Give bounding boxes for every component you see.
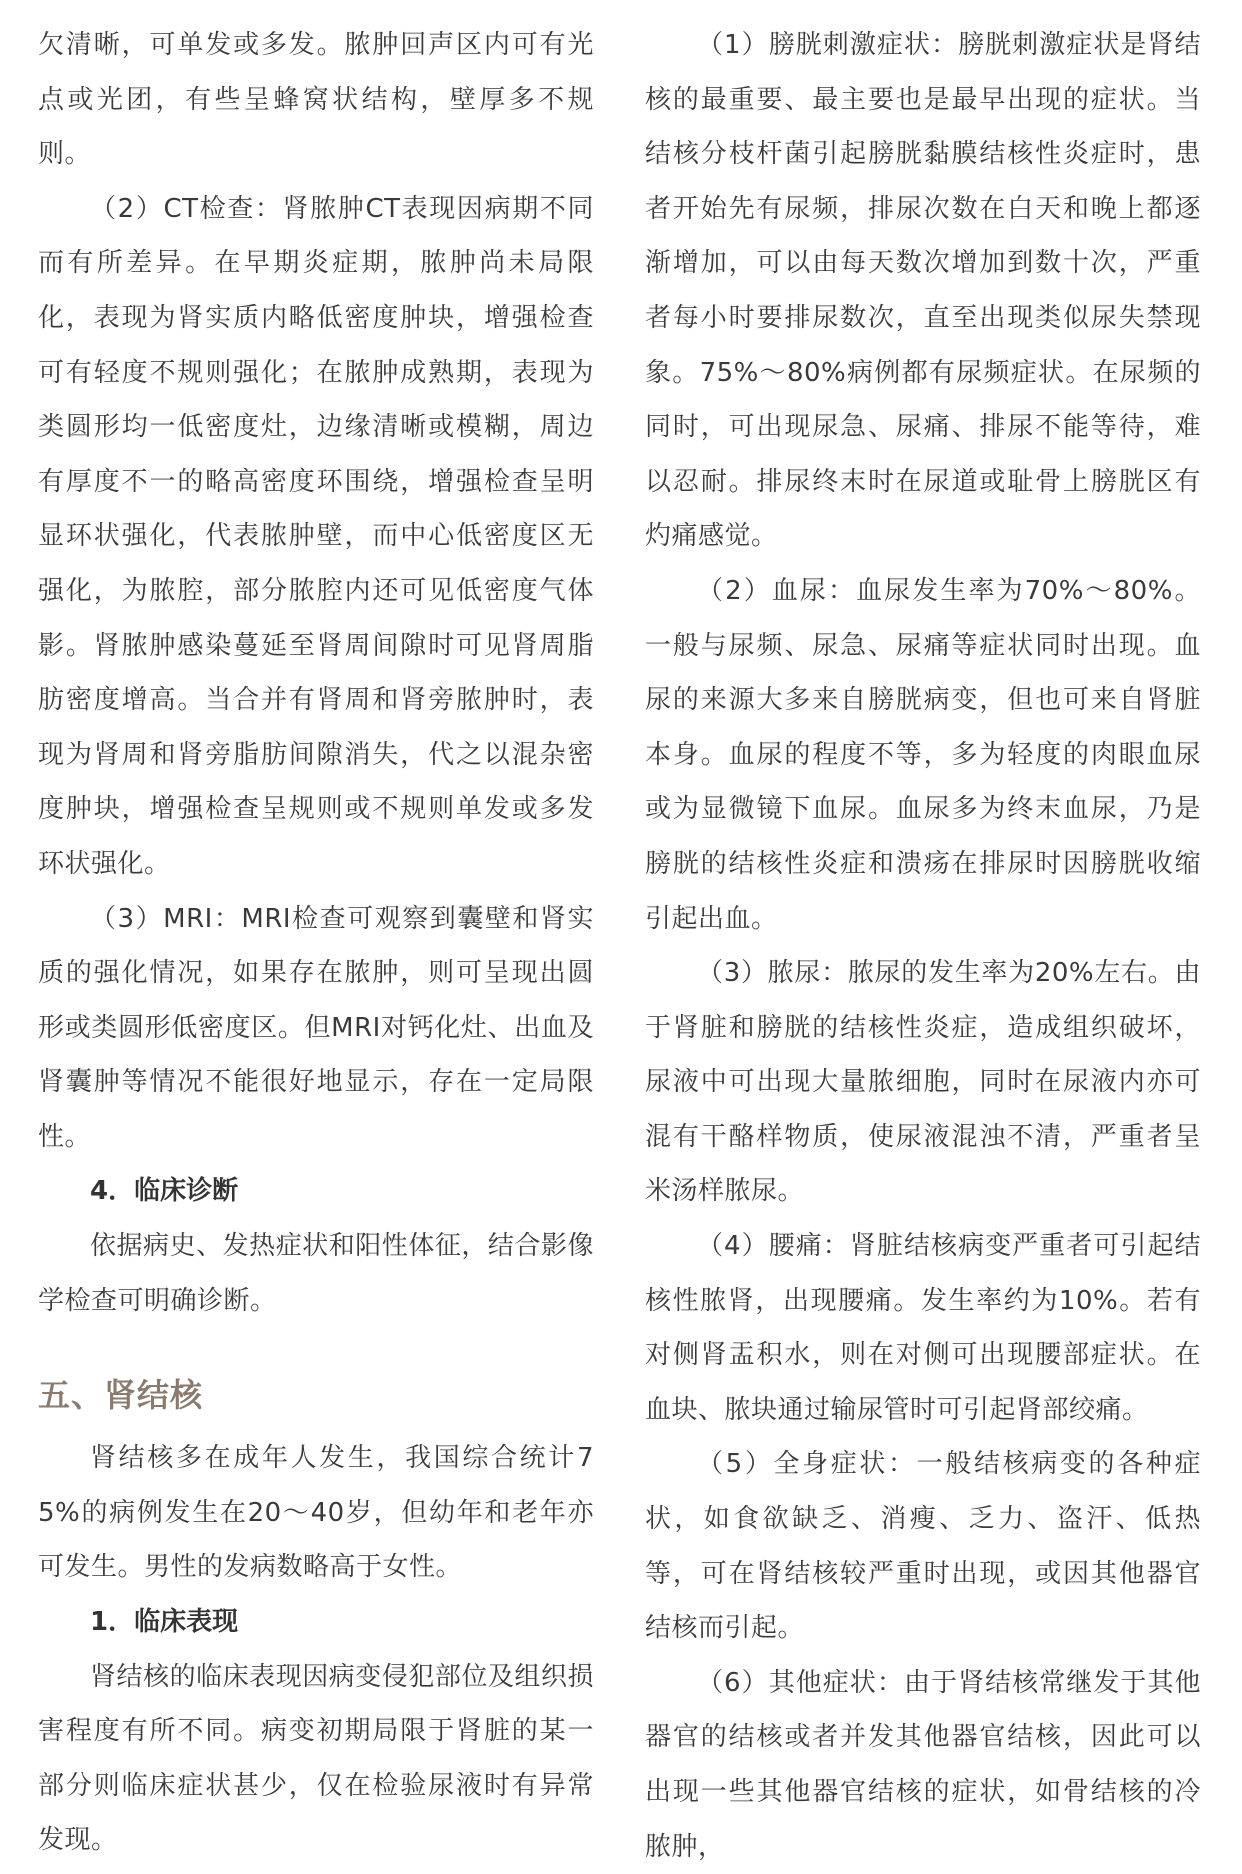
paragraph-tb-intro: 肾结核多在成年人发生，我国综合统计75%的病例发生在20～40岁，但幼年和老年亦可发生。男性的发病数略高于女性。 [38, 1443, 594, 1583]
paragraph-ct-exam: （2）CT检查：肾脓肿CT表现因病期不同而有所差异。在早期炎症期，脓肿尚未局限化，表现为肾实质内略低密度肿块，增强检查可有轻度不规则强化；在脓肿成熟期，表现为类圆形均一低密度灶，边缘清晰或模糊，周边有厚度不一的略高密度环围绕，增强检查呈明显环状强化，代表脓肿壁，而中心低密度区无强化，为脓腔，部分脓腔内还可见低密度气体影。肾脓肿感染蔓延至肾周间隙时可见肾周脂肪密度增高。当合并有肾周和肾旁脓肿时，表现为肾周和肾旁脂肪间隙消失，代之以混杂密度肿块，增强检查呈规则或不规则单发或多发环状强化。 [38, 193, 594, 879]
section-title-renal-tuberculosis: 五、肾结核 [38, 1376, 204, 1415]
paragraph-systemic-symptoms: （5）全身症状：一般结核病变的各种症状，如食欲缺乏、消瘦、乏力、盗汗、低热等，可在肾结核较严重时出现，或因其他器官结核而引起。 [645, 1449, 1201, 1644]
subheading-clinical-manifestation: 1．临床表现 [90, 1607, 239, 1638]
paragraph-diagnosis: 依据病史、发热症状和阳性体征，结合影像学检查可明确诊断。 [38, 1231, 594, 1316]
subheading-clinical-diagnosis: 4．临床诊断 [90, 1176, 239, 1207]
paragraph-lumbago: （4）腰痛：肾脏结核病变严重者可引起结核性脓肾，出现腰痛。发生率约为10%。若有对侧肾盂积水，则在对侧可出现腰部症状。在血块、脓块通过输尿管时可引起肾部绞痛。 [645, 1231, 1201, 1425]
paragraph-ultrasound-continued: 欠清晰，可单发或多发。脓肿回声区内可有光点或光团，有些呈蜂窝状结构，壁厚多不规则。 [38, 30, 594, 170]
paragraph-tb-manifestation: 肾结核的临床表现因病变侵犯部位及组织损害程度有所不同。病变初期局限于肾脏的某一部分则临床症状甚少，仅在检验尿液时有异常发现。 [38, 1661, 594, 1856]
right-column [645, 18, 1201, 1874]
paragraph-mri: （3）MRI：MRI检查可观察到囊壁和肾实质的强化情况，如果存在脓肿，则可呈现出圆形或类圆形低密度区。但MRI对钙化灶、出血及肾囊肿等情况不能很好地显示，存在一定局限性。 [38, 903, 594, 1152]
left-column [38, 18, 594, 1868]
paragraph-other-symptoms: （6）其他症状：由于肾结核常继发于其他器官的结核或者并发其他器官结核，因此可以出现一些其他器官结核的症状，如骨结核的冷脓肿， [645, 1667, 1201, 1862]
paragraph-hematuria: （2）血尿：血尿发生率为70%～80%。一般与尿频、尿急、尿痛等症状同时出现。血尿的来源大多来自膀胱病变，但也可来自肾脏本身。血尿的程度不等，多为轻度的肉眼血尿或为显微镜下血尿。血尿多为终末血尿，乃是膀胱的结核性炎症和溃疡在排尿时因膀胱收缩引起出血。 [645, 575, 1201, 934]
paragraph-bladder-irritation: （1）膀胱刺激症状：膀胱刺激症状是肾结核的最重要、最主要也是最早出现的症状。当结核分枝杆菌引起膀胱黏膜结核性炎症时，患者开始先有尿频，排尿次数在白天和晚上都逐渐增加，可以由每天数次增加到数十次，严重者每小时要排尿数次，直至出现类似尿失禁现象。75%～80%病例都有尿频症状。在尿频的同时，可出现尿急、尿痛、排尿不能等待，难以忍耐。排尿终末时在尿道或耻骨上膀胱区有灼痛感觉。 [645, 30, 1201, 552]
paragraph-pyuria: （3）脓尿：脓尿的发生率为20%左右。由于肾脏和膀胱的结核性炎症，造成组织破坏，尿液中可出现大量脓细胞，同时在尿液内亦可混有干酪样物质，使尿液混浊不清，严重者呈米汤样脓尿。 [645, 958, 1201, 1207]
